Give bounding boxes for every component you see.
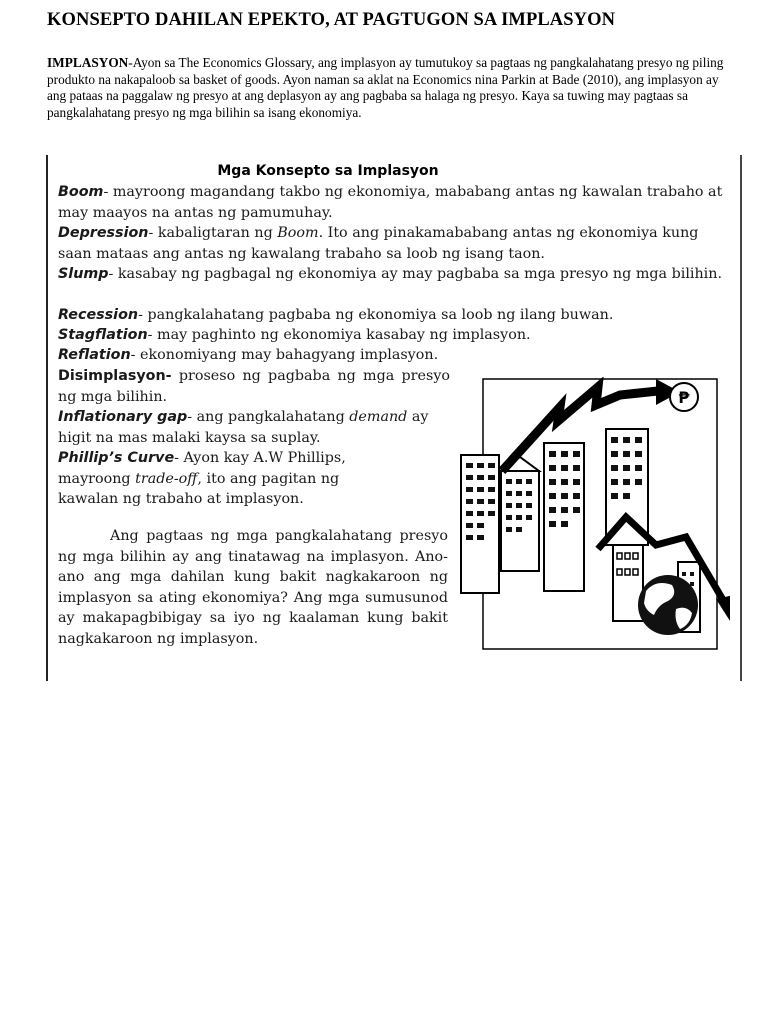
term-depression: Depression xyxy=(58,225,149,241)
term-stagflation: Stagflation xyxy=(58,327,148,343)
def-ref-phillips-curve: trade-off xyxy=(135,470,198,487)
def-text-phillips-curve-b: , ito ang pagitan ng kawalan ng trabaho at implasyon. xyxy=(58,470,340,507)
inflation-illustration xyxy=(458,377,730,662)
definition-boom xyxy=(58,182,730,223)
intro-paragraph xyxy=(47,55,727,121)
definition-disimplasyon xyxy=(58,366,450,407)
definition-inflationary-gap xyxy=(58,407,458,448)
box-title: Mga Konsepto sa Implasyon xyxy=(217,163,439,179)
page-title: KONSEPTO DAHILAN EPEKTO, AT PAGTUGON SA IMPLASYON xyxy=(47,10,616,30)
def-text-disimplasyon: proseso ng pagbaba ng mga presyo ng mga bilihin. xyxy=(58,368,450,405)
definition-phillips-curve xyxy=(58,448,388,510)
term-phillips-curve: Phillip’s Curve xyxy=(58,450,175,466)
def-text-phillips-curve-a: - Ayon kay A.W Phillips, mayroong xyxy=(58,450,346,487)
term-disimplasyon: Disimplasyon- xyxy=(58,368,172,384)
def-text-stagflation: - may paghinto ng ekonomiya kasabay ng implasyon. xyxy=(147,327,531,343)
term-inflationary-gap: Inflationary gap xyxy=(58,409,188,425)
def-text-slump: - kasabay ng pagbagal ng ekonomiya ay may pagbaba sa mga presyo ng mga bilihin. xyxy=(108,266,723,282)
def-text-depression-b: . Ito ang pinakamababang antas ng ekonomiya kung saan mataas ang antas ng kawalang trabaho sa loob ng isang taon. xyxy=(58,225,699,262)
def-text-reflation: - ekonomiyang may bahagyang implasyon. xyxy=(130,347,439,363)
term-slump: Slump xyxy=(58,266,109,282)
building-left xyxy=(461,455,499,593)
def-text-boom: - mayroong magandang takbo ng ekonomiya, mababang antas ng kawalan trabaho at may maayos na antas ng pamumuhay. xyxy=(58,184,723,221)
definition-reflation xyxy=(58,345,730,366)
intro-term: IMPLASYON xyxy=(47,55,129,70)
def-ref-inflationary-gap: demand xyxy=(349,409,408,425)
term-boom: Boom xyxy=(58,184,104,200)
term-recession: Recession xyxy=(58,307,139,323)
def-text-inflationary-gap-a: - ang pangkalahatang xyxy=(187,409,350,425)
concepts-box xyxy=(46,155,742,681)
building-tall-center xyxy=(544,443,584,591)
definition-stagflation xyxy=(58,325,730,346)
def-ref-depression: Boom xyxy=(277,225,319,241)
definition-slump xyxy=(58,264,734,285)
def-text-recession: - pangkalahatang pagbaba ng ekonomiya sa loob ng ilang buwan. xyxy=(138,307,614,323)
closing-paragraph: Ang pagtaas ng mga pangkalahatang presyo ng mga bilihin ay ang tinatawag na implasyon. Ano- ano ang mga dahilan kung bakit nagkakaroon ng implasyon sa ating ekonomiya? Ang mga sumusunod ay makapagbibigay sa iyo ng kaalaman kung bakit nagkakaroon ng implasyon. xyxy=(58,528,448,647)
def-text-inflationary-gap-b: ay higit na mas malaki kaysa sa suplay. xyxy=(58,409,429,446)
building-middle xyxy=(501,457,539,571)
def-text-depression-a: - kabaligtaran ng xyxy=(148,225,278,241)
definition-depression xyxy=(58,223,726,264)
peso-sign: ₱ xyxy=(678,388,690,407)
definition-recession xyxy=(58,305,730,326)
term-reflation: Reflation xyxy=(58,347,131,363)
intro-text: -Ayon sa The Economics Glossary, ang implasyon ay tumutukoy sa pagtaas ng pangkalahatang presyo ng piling produkto na nakapaloob sa basket of goods. Ayon naman sa aklat na Economics nina Parkin at Bade (2010), ang implasyon ay ang pataas na paggalaw ng presyo at ang deplasyon ay ang pagbaba sa halaga ng presyo. Kaya sa tuwing may pagtaas sa pangkalahatang presyo ng mga bilihin sa isang ekonomiya. xyxy=(47,55,724,120)
